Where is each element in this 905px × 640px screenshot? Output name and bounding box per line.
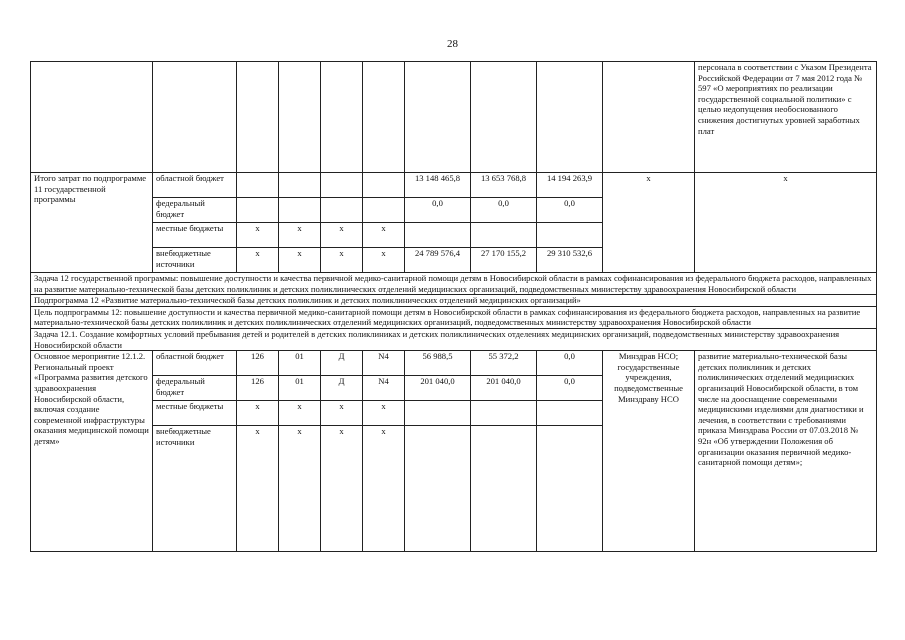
code-cell: x [363,401,405,426]
code-cell: 126 [237,376,279,401]
subprogram-12-title: Подпрограмма 12 «Развитие материально-технической базы детских поликлиник и детских поликлинических отделений медицинских организаций» [31,295,877,307]
code-cell: x [237,248,279,273]
value-cell [537,426,603,552]
code-cell [279,173,321,198]
code-cell: x [237,401,279,426]
value-cell: 55 372,2 [471,351,537,376]
code-cell [237,173,279,198]
total-executor: x [603,173,695,273]
code-cell: 01 [279,351,321,376]
activity-result: развитие материально-технической базы детских поликлиник и детских поликлинических отделений медицинских организаций Новосибирской области, в том числе на дооснащение современными медицинскими изделиями для диагностики и лечения, в соответствии с требованиями приказа Минздрава России от 07.03.2018 № 92н «Об утверждении Положения об организации оказания первичной медико-санитарной помощи детям»; [695,351,877,552]
value-cell: 0,0 [471,198,537,223]
code-cell: x [363,248,405,273]
code-cell: x [321,426,363,552]
activity-executor: Минздрав НСО; государственные учреждения, подведомственные Минздраву НСО [603,351,695,552]
code-cell: x [237,426,279,552]
value-cell [471,401,537,426]
value-cell [537,223,603,248]
value-cell: 201 040,0 [471,376,537,401]
value-cell [471,223,537,248]
code-cell: x [363,426,405,552]
code-cell [363,198,405,223]
task-row [31,273,877,295]
source-cell: внебюджетные источники [153,248,237,273]
total-result: x [695,173,877,273]
code-cell: x [321,223,363,248]
code-cell [279,198,321,223]
goal-12-text: Цель подпрограммы 12: повышение доступности и качества первичной медико-санитарной помощи детям в Новосибирской области в рамках софинансирования из федерального бюджета расходов, направленных на развитие материально-технической базы детских поликлиник и детских поликлинических отделений медицинских организаций, подведомственных министерству здравоохранения Новосибирской области [31,306,877,328]
task-12-text: Задача 12 государственной программы: повышение доступности и качества первичной медико-санитарной помощи детям в Новосибирской области в рамках софинансирования из федерального бюджета расходов, направленных на развитие материально-технической базы детских поликлиник и детских поликлинических отделений медицинских организаций, подведомственных министерству здравоохранения Новосибирской области [31,273,877,295]
code-cell: Д [321,351,363,376]
value-cell: 0,0 [537,376,603,401]
source-cell: областной бюджет [153,351,237,376]
value-cell: 24 789 576,4 [405,248,471,273]
code-cell: x [279,223,321,248]
source-cell: местные бюджеты [153,401,237,426]
code-cell: x [363,223,405,248]
code-cell: 126 [237,351,279,376]
value-cell: 29 310 532,6 [537,248,603,273]
source-cell: областной бюджет [153,173,237,198]
value-cell [405,401,471,426]
continuation-goal-text: персонала в соответствии с Указом Президента Российской Федерации от 7 мая 2012 года № 597 «О мероприятиях по реализации государственной социальной политики» с целью недопущения необоснованного снижения достигнутых уровней заработных плат [695,62,877,173]
code-cell: N4 [363,351,405,376]
source-cell: внебюджетные источники [153,426,237,552]
source-cell: федеральный бюджет [153,198,237,223]
source-cell: федеральный бюджет [153,376,237,401]
value-cell: 0,0 [405,198,471,223]
value-cell [537,401,603,426]
code-cell [363,173,405,198]
value-cell: 56 988,5 [405,351,471,376]
code-cell [321,198,363,223]
value-cell: 14 194 263,9 [537,173,603,198]
code-cell: x [321,248,363,273]
code-cell: x [279,248,321,273]
value-cell: 13 653 768,8 [471,173,537,198]
code-cell: x [279,426,321,552]
code-cell: x [321,401,363,426]
task-12-1-text: Задача 12.1. Создание комфортных условий пребывания детей и родителей в детских поликлиниках и детских поликлинических отделениях медицинских организаций, подведомственных министерству здравоохранения Новосибирской области [31,328,877,350]
continuation-row [31,62,877,173]
value-cell [405,426,471,552]
value-cell: 0,0 [537,351,603,376]
activity-label: Основное мероприятие 12.1.2. Региональный проект «Программа развития детского здравоохранения Новосибирской области, включая создание современной инфраструктуры оказания медицинской помощи детям» [31,351,153,552]
total-label: Итого затрат по подпрограмме 11 государственной программы [31,173,153,273]
source-cell: местные бюджеты [153,223,237,248]
goal-row [31,306,877,328]
total-row [31,173,877,198]
program-table [30,61,877,552]
task-row [31,328,877,350]
value-cell: 201 040,0 [405,376,471,401]
value-cell: 0,0 [537,198,603,223]
code-cell: N4 [363,376,405,401]
value-cell [405,223,471,248]
value-cell: 27 170 155,2 [471,248,537,273]
code-cell: 01 [279,376,321,401]
code-cell: x [279,401,321,426]
activity-row [31,351,877,376]
code-cell: x [237,223,279,248]
page-number: 28 [447,38,458,50]
value-cell [471,426,537,552]
subprogram-row [31,295,877,307]
value-cell: 13 148 465,8 [405,173,471,198]
code-cell [321,173,363,198]
code-cell: Д [321,376,363,401]
code-cell [237,198,279,223]
